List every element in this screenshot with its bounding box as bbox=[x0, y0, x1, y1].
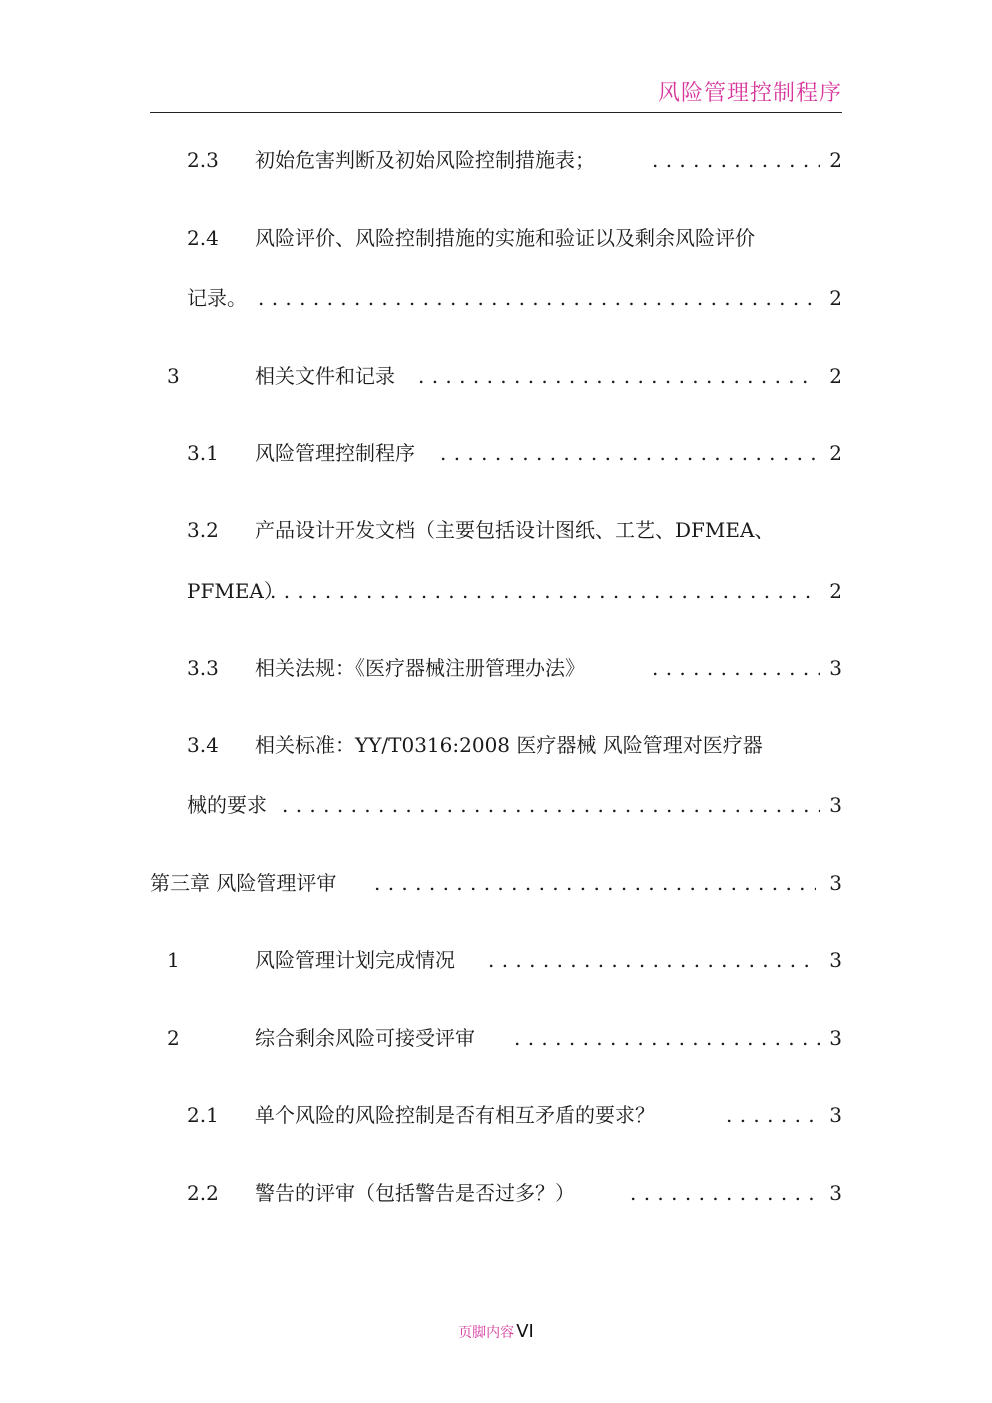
toc-page-number: 3 bbox=[829, 1026, 842, 1050]
toc-title: 单个风险的风险控制是否有相互矛盾的要求？ bbox=[255, 1103, 655, 1127]
toc-page-number: 2 bbox=[829, 148, 842, 172]
toc-leader-dots bbox=[440, 438, 816, 468]
toc-number: 3.1 bbox=[187, 441, 219, 465]
toc-leader-dots bbox=[726, 1100, 820, 1130]
toc-page-number: 2 bbox=[829, 286, 842, 310]
toc-leader-dots bbox=[270, 576, 820, 606]
toc-page-number: 3 bbox=[829, 793, 842, 817]
toc-title: 风险评价、风险控制措施的实施和验证以及剩余风险评价 bbox=[255, 226, 755, 250]
toc-entry-2-2[interactable] bbox=[0, 1178, 842, 1208]
toc-page-number: 3 bbox=[829, 871, 842, 895]
toc-entry-3[interactable] bbox=[0, 361, 842, 391]
toc-entry-2-1[interactable] bbox=[0, 1100, 842, 1130]
toc-number: 2.4 bbox=[187, 226, 219, 250]
toc-leader-dots bbox=[652, 653, 820, 683]
toc-leader-dots bbox=[258, 283, 820, 313]
toc-title-continuation: PFMEA） bbox=[187, 579, 284, 603]
toc-page-number: 2 bbox=[829, 364, 842, 388]
toc-entry-3-2[interactable] bbox=[0, 515, 842, 545]
toc-chapter-3[interactable] bbox=[0, 868, 842, 898]
toc-number: 1 bbox=[167, 948, 180, 972]
toc-entry-2-4-continuation[interactable] bbox=[0, 283, 842, 313]
toc-leader-dots bbox=[282, 790, 820, 820]
toc-leader-dots bbox=[630, 1178, 820, 1208]
toc-title: 综合剩余风险可接受评审 bbox=[255, 1026, 475, 1050]
toc-leader-dots bbox=[418, 361, 816, 391]
toc-page-number: 3 bbox=[829, 1103, 842, 1127]
toc-leader-dots bbox=[374, 868, 816, 898]
toc-entry-2-3[interactable] bbox=[0, 145, 842, 175]
toc-page-number: 2 bbox=[829, 441, 842, 465]
toc-title-continuation: 记录。 bbox=[187, 286, 247, 310]
toc-leader-dots bbox=[652, 145, 820, 175]
toc-page-number: 3 bbox=[829, 656, 842, 680]
footer-label: 页脚内容 bbox=[458, 1325, 515, 1341]
toc-number: 2.2 bbox=[187, 1181, 219, 1205]
toc-entry-3-3[interactable] bbox=[0, 653, 842, 683]
toc-entry-3-4-continuation[interactable] bbox=[0, 790, 842, 820]
header-divider bbox=[150, 112, 842, 113]
toc-title: 风险管理控制程序 bbox=[255, 441, 415, 465]
header-title: 风险管理控制程序 bbox=[657, 81, 842, 106]
toc-leader-dots bbox=[488, 945, 816, 975]
toc-chapter-title: 第三章 风险管理评审 bbox=[150, 871, 337, 895]
toc-title: 初始危害判断及初始风险控制措施表； bbox=[255, 148, 595, 172]
toc-page-number: 3 bbox=[829, 948, 842, 972]
toc-entry-3-4[interactable] bbox=[0, 730, 842, 760]
toc-number: 2.3 bbox=[187, 148, 219, 172]
toc-number: 3 bbox=[167, 364, 180, 388]
toc-title: 警告的评审（包括警告是否过多？） bbox=[255, 1181, 575, 1205]
footer-page-number: VI bbox=[516, 1321, 534, 1342]
toc-entry-1[interactable] bbox=[0, 945, 842, 975]
toc-title-continuation: 械的要求 bbox=[187, 793, 267, 817]
toc-title: 相关文件和记录 bbox=[255, 364, 395, 388]
toc-page-number: 2 bbox=[829, 579, 842, 603]
toc-leader-dots bbox=[514, 1023, 820, 1053]
toc-number: 3.2 bbox=[187, 518, 219, 542]
toc-number: 2.1 bbox=[187, 1103, 219, 1127]
toc-title: 相关法规：《医疗器械注册管理办法》 bbox=[255, 656, 585, 680]
toc-entry-2-4[interactable] bbox=[0, 223, 842, 253]
toc-title: 产品设计开发文档（主要包括设计图纸、工艺、DFMEA、 bbox=[255, 518, 775, 542]
toc-number: 3.3 bbox=[187, 656, 219, 680]
toc-number: 3.4 bbox=[187, 733, 219, 757]
toc-title: 风险管理计划完成情况 bbox=[255, 948, 455, 972]
toc-entry-3-2-continuation[interactable] bbox=[0, 576, 842, 606]
page-footer bbox=[0, 1321, 992, 1342]
toc-entry-2[interactable] bbox=[0, 1023, 842, 1053]
toc-entry-3-1[interactable] bbox=[0, 438, 842, 468]
toc-title: 相关标准：YY/T0316:2008 医疗器械 风险管理对医疗器 bbox=[255, 733, 763, 757]
toc-number: 2 bbox=[167, 1026, 180, 1050]
toc-page-number: 3 bbox=[829, 1181, 842, 1205]
